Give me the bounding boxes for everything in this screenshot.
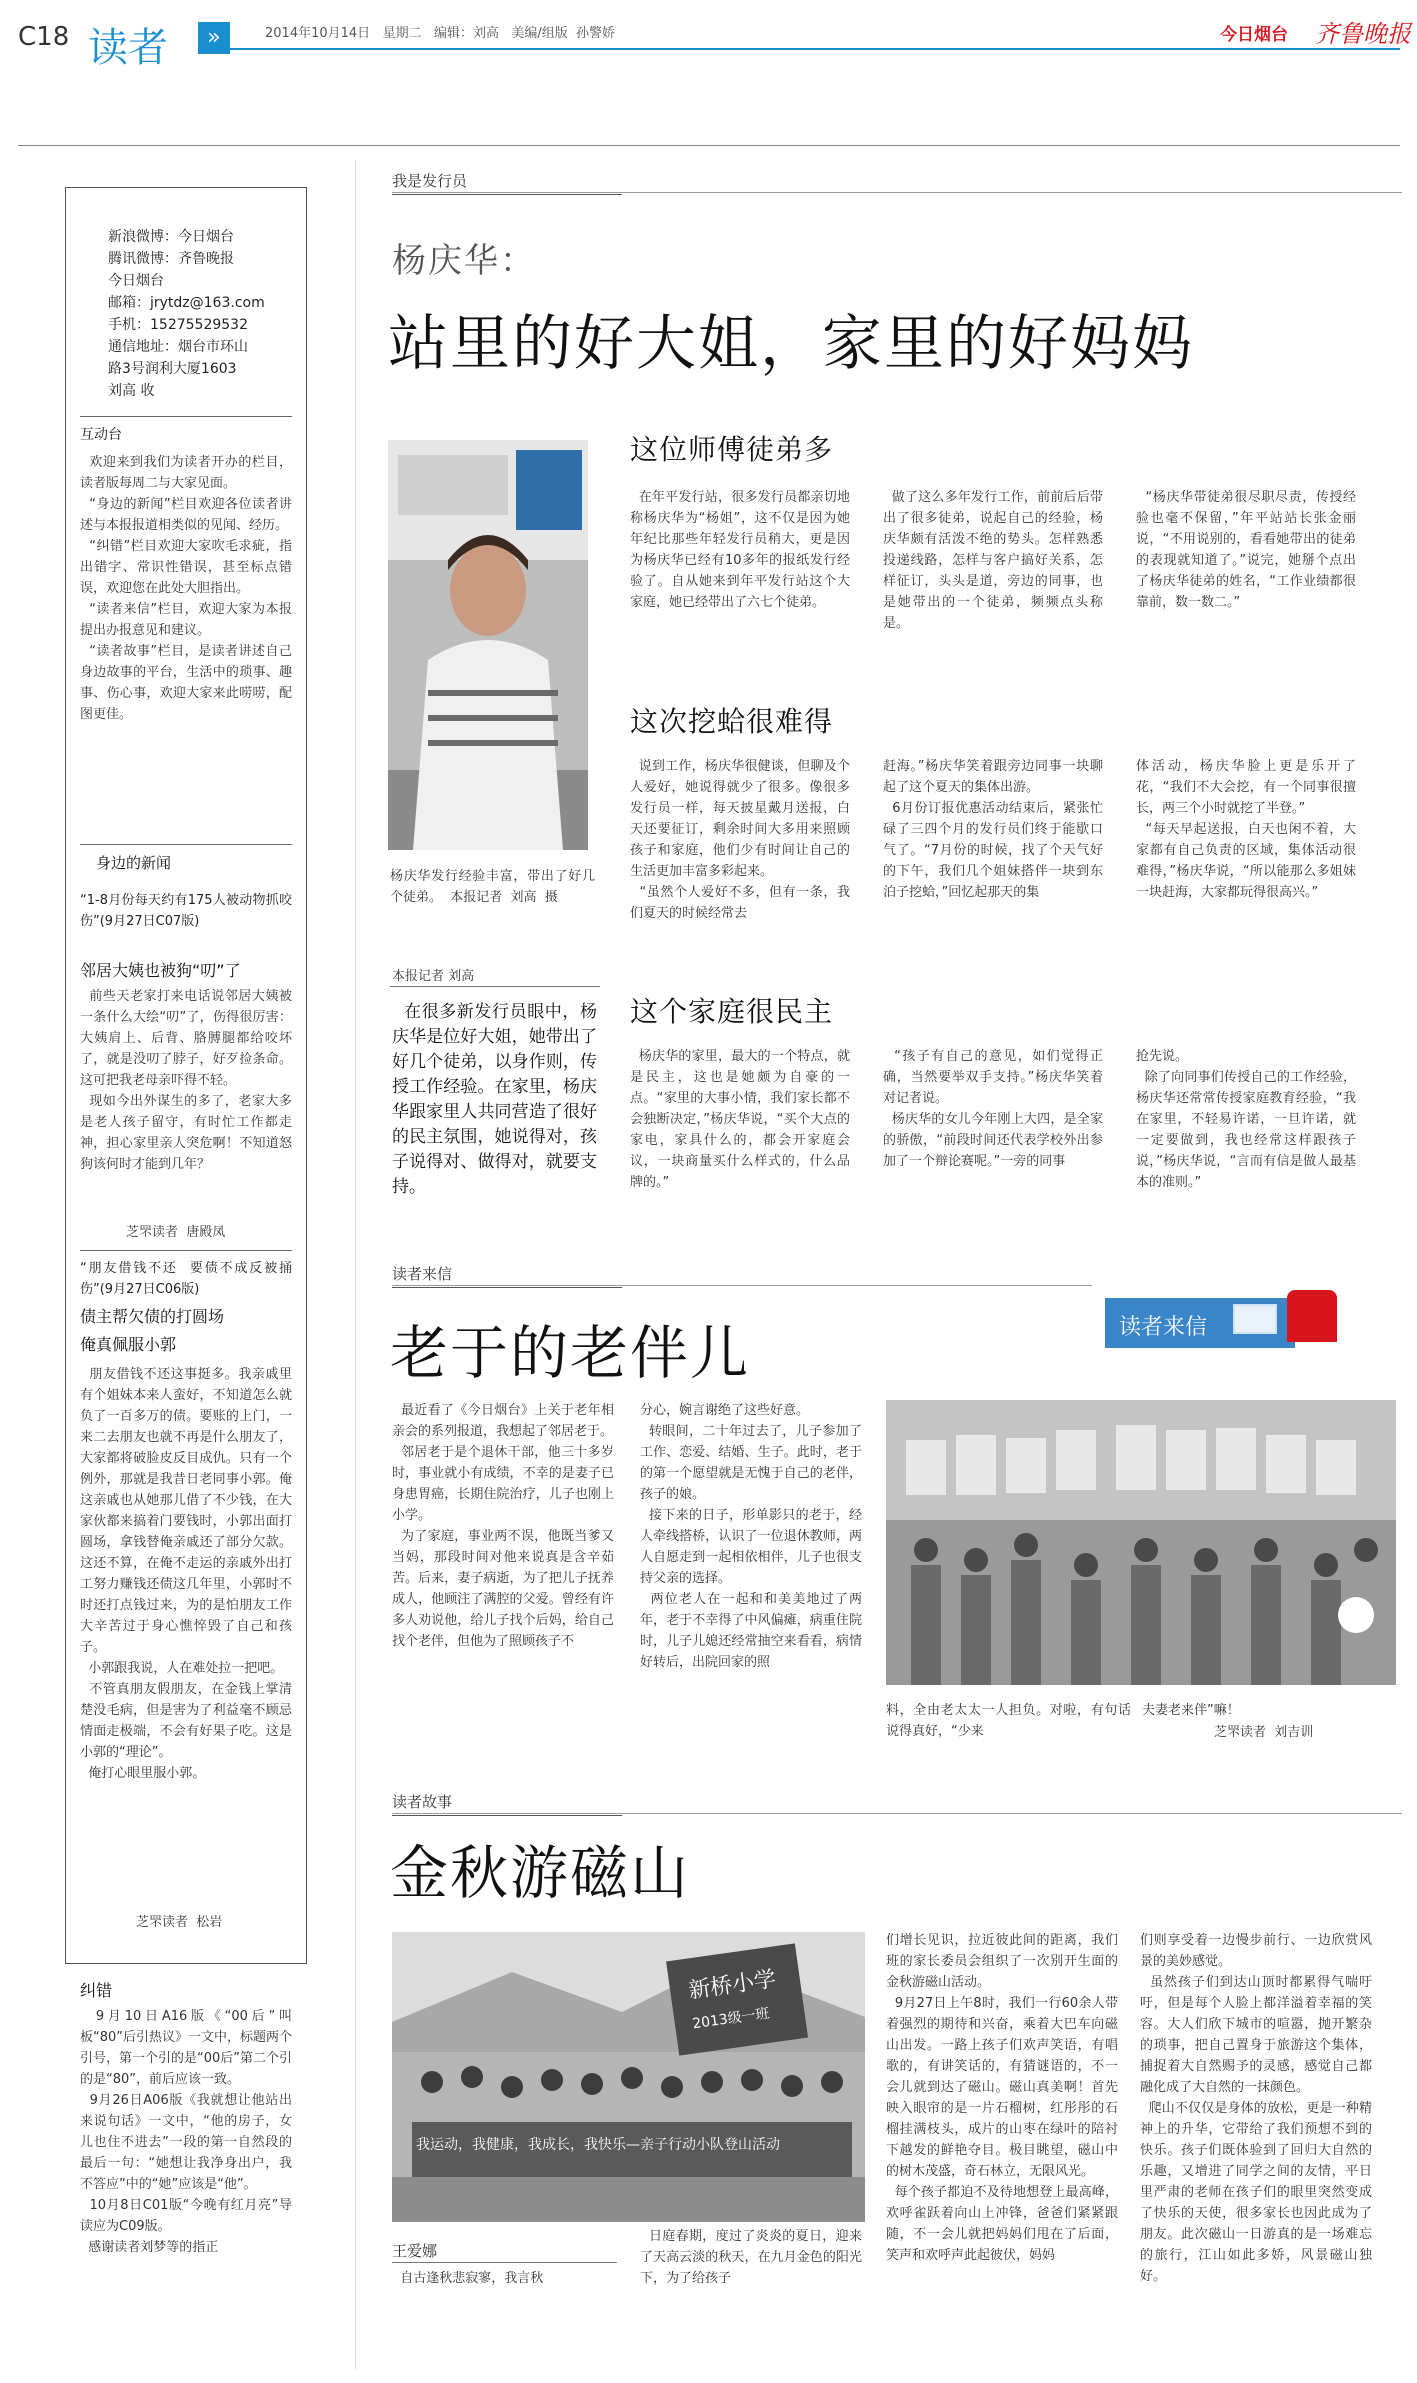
corrections-title: 纠错 xyxy=(80,1981,113,2000)
mountain-trip-group-photo xyxy=(392,1932,865,2222)
contact-address-2: 路3号润利大厦1603 xyxy=(108,361,237,377)
story-headline: 金秋游磁山 xyxy=(390,1839,691,1907)
badge-label: 读者来信 xyxy=(1119,1315,1208,1340)
clam-col-3: 体活动，杨庆华脸上更是乐开了花，“我们不大会挖，有一个同事很擅长，两三个小时就挖了半登。” “每天早起送报，白天也闲不着，大家都有自己负责的区域，集体活动很难得，”杨庆华说，“所以能那么多姐妹一块赶海，大家都玩得很高兴。” xyxy=(1136,759,1356,900)
section-arrow-icon: » xyxy=(198,22,230,54)
subhead-clam-digging: 这次挖蛤很难得 xyxy=(630,705,834,738)
interaction-body: 欢迎来到我们为读者开办的栏目，读者版每周二与大家见面。 “身边的新闻”栏目欢迎各位读者讲述与本报报道相类似的见闻、经历。 “纠错”栏目欢迎大家吹毛求疵，指出错字、常识性错误，甚至标点错误，欢迎您在此处大胆指出。 “读者来信”栏目，欢迎大家为本报提出办报意见和建议。 “读者故事”栏目，是读者讲述自己身边故事的平台，生活中的琐事、趣事、伤心事，欢迎大家来此唠唠，配图更佳。 xyxy=(80,455,292,722)
section-label-rule xyxy=(392,192,1402,193)
story1-body: 前些天老家打来电话说邻居大姨被一条什么大绘“叨”了，伤得很厉害：大姨肩上、后背、胳膊腿都给咬坏了，就是没叨了脖子，好歹捡条命。这可把我老母亲吓得不轻。 现如今出外谋生的多了，老家大多是老人孩子留守，有时忙工作都走神，担心家里亲人突危啊！不知道怒狗该何时才能到几年？ xyxy=(80,989,292,1172)
section-title xyxy=(78,12,221,71)
byline-rule xyxy=(392,2262,617,2263)
lead-paragraph: 在很多新发行员眼中，杨庆华是位好大姐，她带出了好几个徒弟，以身作则，传授工作经验。在家里，杨庆华跟家里人共同营造了很好的民主氛围，她说得对，孩子说得对、做得对，就要支持。 xyxy=(392,1002,598,1197)
header-meta: 2014年10月14日 星期二 编辑：刘高 美编/组版 孙警娇 xyxy=(265,26,616,41)
header-divider xyxy=(18,145,1400,146)
feature-person-name: 杨庆华： xyxy=(392,241,536,281)
nearby-news-title: 身边的新闻 xyxy=(96,854,172,872)
contact-list xyxy=(108,226,298,402)
letter-headline: 老于的老伴儿 xyxy=(390,1319,751,1387)
section-label-rule xyxy=(392,1285,1092,1286)
photo-caption: 杨庆华发行经验丰富，带出了好几个徒弟。 本报记者 刘高 摄 xyxy=(390,869,595,905)
sidebar-divider xyxy=(80,1250,292,1251)
section-label-story: 读者故事 xyxy=(392,1791,622,1816)
matchmaking-crowd-photo xyxy=(886,1400,1396,1685)
contact-recipient: 刘高 收 xyxy=(108,383,155,399)
header-blue-rule xyxy=(230,48,1400,50)
contact-phone: 手机：15275529532 xyxy=(108,317,248,333)
edition-name: 今日烟台 xyxy=(1220,25,1288,45)
letter-col-4: 夫妻老来伴”嘛！ xyxy=(1142,1703,1240,1718)
sidebar-divider xyxy=(80,416,292,417)
contact-weibo-tencent: 腾讯微博：齐鲁晚报 xyxy=(108,251,234,267)
contact-weibo-sina: 新浪微博：今日烟台 xyxy=(108,229,234,245)
story1-signature: 芝罘读者 唐殿凤 xyxy=(126,1225,226,1240)
banner-slogan: 我运动，我健康，我成长，我快乐—亲子行动小队登山活动 xyxy=(416,2137,780,2153)
subhead-democratic-family: 这个家庭很民主 xyxy=(630,995,834,1028)
section-label-letter: 读者来信 xyxy=(392,1263,622,1288)
nearby-news-ref-2: “朋友借钱不还 要债不成反被捅伤”(9月27日C06版) xyxy=(80,1261,292,1297)
portrait-photo-drawing xyxy=(388,440,588,850)
mentor-col-2: 做了这么多年发行工作，前前后后带出了很多徒弟，说起自己的经验，杨庆华颇有活泼不绝的势头。怎样熟悉投递线路，怎样与客户搞好关系，怎样征订，头头是道，旁边的同事，也是她带出的一个徒弟，频频点头称是。 xyxy=(883,490,1103,631)
subhead-mentor: 这位师傅徒弟多 xyxy=(630,433,834,466)
envelope-icon xyxy=(1233,1304,1277,1334)
sidebar-divider xyxy=(80,844,292,845)
story-col-2: 们增长见识，拉近彼此间的距离，我们班的家长委员会组织了一次别开生面的金秋游磁山活动。 9月27日上午8时，我们一行60余人带着强烈的期待和兴奋，乘着大巴车向磁山出发。一路上孩子们欢声笑语，有唱歌的，有讲笑话的，有猜谜语的，不一会儿就到达了磁山。磁山真美啊！首先映入眼帘的是一片石榴树，红彤彤的石榴挂满枝头，成片的山枣在绿叶的陪衬下越发的鲜艳夺目。极目眺望，磁山中的树木茂盛，奇石林立，无限风光。 每个孩子都迫不及待地想登上最高峰，欢呼雀跃着向山上冲锋，爸爸们紧紧跟随，不一会儿就把妈妈们甩在了后面，笑声和欢呼声此起彼伏，妈妈 xyxy=(886,1933,1118,2263)
contact-email[interactable]: 邮箱：jrytdz@163.com xyxy=(108,295,265,311)
mentor-col-1: 在年平发行站，很多发行员都亲切地称杨庆华为“杨姐”，这不仅是因为她年纪比那些年轻发行员稍大，更是因为杨庆华已经有10多年的报纸发行经验了。自从她来到年平发行站这个大家庭，她已经带出了六七个徒弟。 xyxy=(630,490,850,610)
letter-col-2: 分心，婉言谢绝了这些好意。 转眼间，二十年过去了，儿子参加了工作、恋爱、结婚、生子。此时，老于的第一个愿望就是无愧于自己的老伴，孩子的娘。 接下来的日子，形单影只的老于，经人牵线搭桥，认识了一位退休教师，两人自愿走到一起相依相伴，儿子也很支持父亲的选择。 两位老人在一起和和美美地过了两年，老于不幸得了中风偏瘫，病重住院时，儿子儿媳还经常抽空来看看，病情好转后，出院回家的照 xyxy=(640,1403,862,1670)
story2-body: 朋友借钱不还这事挺多。我亲戚里有个姐妹本来人蛮好，不知道怎么就负了一百多万的债。要账的上门，一来二去朋友也就不再是什么朋友了，大家都将破脸皮反目成仇。只有一个例外，那就是我昔日老同事小郭。俺这亲戚也从她那儿借了不少钱，在大家伙都来搞着门要钱时，小郭出面打圆场，拿钱替俺亲戚还了部分欠款。这还不算，在俺不走运的亲戚外出打工努力赚钱还债这几年里，小郭时不时还打点钱过来，为的是怕朋友工作大辛苦过于身心憔悴毁了自己和孩子。 小郭跟我说，人在难处拉一把吧。 不管真朋友假朋友，在金钱上掌清楚没毛病，但是害为了利益毫不顾忌情面走极端，不会有好果子吃。这是小郭的“理论”。 俺打心眼里服小郭。 xyxy=(80,1367,292,1781)
interaction-title: 互动台 xyxy=(80,427,122,443)
sidebar xyxy=(65,187,307,1964)
family-col-1: 杨庆华的家里，最大的一个特点，就是民主，这也是她颇为自豪的一点。“家里的大事小情，我们家长都不会独断决定，”杨庆华说，“买个大点的家电，家具什么的，都会开家庭会议，一块商量买什么样式的，什么品牌的。” xyxy=(630,1049,850,1190)
family-col-2: “孩子有自己的意见，如们觉得正确，当然要举双手支持。”杨庆华笑着对记者说。 杨庆华的女儿今年刚上大四，是全家的骄傲，“前段时间还代表学校外出参加了一个辩论赛呢。”一旁的同事 xyxy=(883,1049,1103,1169)
column-rule xyxy=(355,160,356,2370)
letter-signature: 芝罘读者 刘吉训 xyxy=(1214,1725,1314,1740)
story-col-1b: 自古逢秋悲寂寥，我言秋 xyxy=(392,2271,544,2286)
story1-title: 邻居大姨也被狗“叨”了 xyxy=(80,961,241,980)
banner-school-name: 新桥小学 xyxy=(686,1966,778,2004)
letter-col-1: 最近看了《今日烟台》上关于老年相亲会的系列报道，我想起了邻居老于。 邻居老于是个退休干部，他三十多岁时，事业就小有成绩，不幸的是妻子已身患胃癌，长期住院治疗，儿子也刚上小学。 为了家庭，事业两不误，他既当爹又当妈，那段时间对他来说真是含辛茹苦。后来，妻子病逝，为了把儿子抚养成人，他顾注了满腔的父爱。曾经有许多人劝说他，给儿子找个后妈，给自己找个老伴，但他为了照顾孩子不 xyxy=(392,1403,614,1649)
contact-wechat: 今日烟台 xyxy=(108,273,164,289)
letter-col-3: 料，全由老太太一人担负。对啦，有句话说得真好，“少来 xyxy=(886,1703,1131,1739)
newspaper-logo: 齐鲁晚报 xyxy=(1315,20,1411,48)
group-photo-drawing xyxy=(392,1932,865,2222)
story-byline: 王爱娜 xyxy=(392,2242,438,2260)
family-col-3: 抢先说。 除了向同事们传授自己的工作经验，杨庆华还常常传授家庭教育经验，“我在家里，不轻易许诺，一旦许诺，就一定要做到，我也经常这样跟孩子说，”杨庆华说，“言而有信是做人最基本的准则。” xyxy=(1136,1049,1356,1190)
contact-address-1: 通信地址：烟台市环山 xyxy=(108,339,248,355)
story-col-3: 们则享受着一边慢步前行、一边欣赏风景的美妙感觉。 虽然孩子们到达山顶时都累得气喘吁吁，但是每个人脸上都洋溢着幸福的笑容。大人们欣下城市的喧嚣，抛开繁杂的琐事，把自己置身于旅游这个集体，捕捉着大自然赐予的灵感，感觉自己都融化成了大自然的一抹颜色。 爬山不仅仅是身体的放松，更是一种精神上的升华，它带给了我们预想不到的快乐。孩子们既体验到了回归大自然的乐趣，又增进了同学之间的友情，平日里严肃的老师在孩子们的眼里突然变成了快乐的天使，很多家长也因此成为了朋友。此次磁山一日游真的是一场难忘的旅行，江山如此多娇，风景磁山独好。 xyxy=(1140,1933,1372,2284)
mentor-col-3: “杨庆华带徒弟很尽职尽责，传授经验也毫不保留，”年平站站长张金丽说，“不用说别的，看看她带出的徒弟的表现就知道了。”说完，她掰个点出了杨庆华徒弟的姓名，“工作业绩都很靠前，数一数二。” xyxy=(1136,490,1356,610)
letter-badge xyxy=(1105,1290,1345,1352)
story-col-1: 日庭春期，度过了炎炎的夏日，迎来了天高云淡的秋天，在九月金色的阳光下，为了给孩子 xyxy=(640,2229,862,2286)
story2-title: 债主帮欠债的打圆场 xyxy=(80,1307,225,1326)
page-number: C18 xyxy=(18,22,70,52)
corrections-body: 9月10日A16版《“00后”叫板“80”后引热议》一文中，标题两个引号，第一个引的是“00后”第二个引的是“80”，前后应该一致。 9月26日A06版《我就想让他站出来说句话》一文中，“他的房子，女儿也住不进去”一段的第一自然段的最后一句：“她想让我净身出户，我不答应”中的“她”应该是“他”。 10月8日C01版“今晚有红月亮”导读应为C09版。 感谢读者刘梦等的指正 xyxy=(80,2009,293,2255)
banner-class-name: 2013级一班 xyxy=(691,2005,771,2033)
story2-subtitle: 俺真佩服小郭 xyxy=(80,1335,177,1354)
nearby-news-ref-1: “1-8月份每天约有175人被动物抓咬伤”(9月27日C07版) xyxy=(80,893,292,929)
feature-headline: 站里的好大姐，家里的好妈妈 xyxy=(388,309,1194,379)
section-label-rule xyxy=(392,1813,1402,1814)
feature-byline: 本报记者 刘高 xyxy=(392,969,475,984)
clam-col-1: 说到工作，杨庆华很健谈，但聊及个人爱好，她说得就少了很多。像很多发行员一样，每天披星戴月送报，白天还要征订，剩余时间大多用来照顾孩子和家庭，他们少有时间让自己的生活更加丰富多彩起来。 “虽然个人爱好不多，但有一条，我们夏天的时候经常去 xyxy=(630,759,850,921)
byline-rule xyxy=(390,986,600,987)
crowd-photo-drawing xyxy=(886,1400,1396,1685)
clam-col-2: 赶海。”杨庆华笑着跟旁边同事一块聊起了这个夏天的集体出游。 6月份订报优惠活动结束后，紧张忙碌了三四个月的发行员们终于能歇口气了。“7月份的时候，找了个天气好的下午，我们几个姐妹搭伴一块到东泊子挖蛤，”回忆起那天的集 xyxy=(883,759,1103,900)
story2-signature: 芝罘读者 松岩 xyxy=(136,1915,223,1930)
section-name: 读者 xyxy=(88,25,168,71)
portrait-photo xyxy=(388,440,588,850)
section-label-issuer: 我是发行员 xyxy=(392,170,622,195)
mailbox-icon xyxy=(1287,1290,1337,1342)
